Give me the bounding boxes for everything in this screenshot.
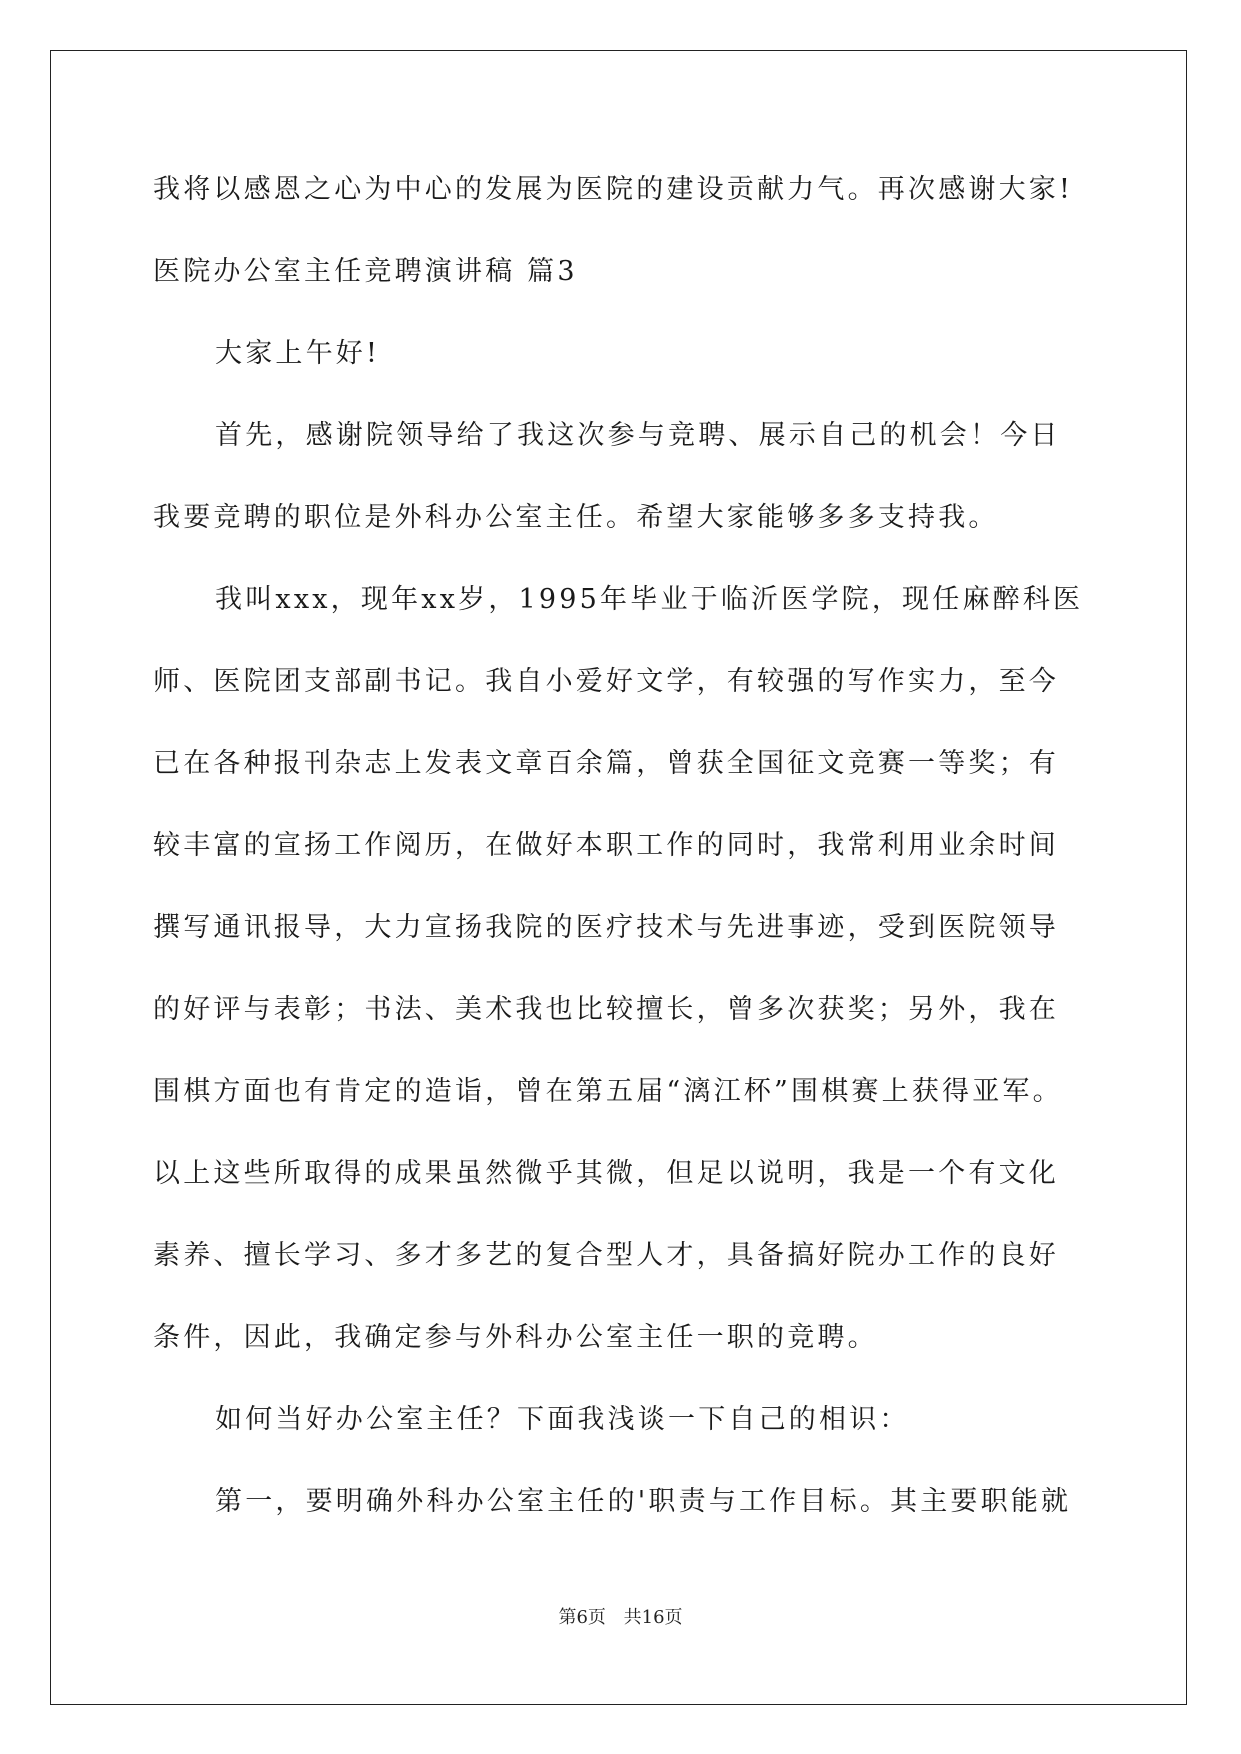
paragraph-line: 首先，感谢院领导给了我这次参与竞聘、展示自己的机会！今日 (215, 420, 1061, 451)
page-footer (0, 1606, 1241, 1630)
paragraph-line: 的好评与表彰；书法、美术我也比较擅长，曾多次获奖；另外，我在 (153, 994, 1059, 1025)
paragraph-line: 撰写通讯报导，大力宣扬我院的医疗技术与先进事迹，受到医院领导 (153, 912, 1059, 943)
paragraph-line: 较丰富的宣扬工作阅历，在做好本职工作的同时，我常利用业余时间 (153, 830, 1059, 861)
paragraph-line: 已在各种报刊杂志上发表文章百余篇，曾获全国征文竞赛一等奖；有 (153, 748, 1059, 779)
paragraph-line: 素养、擅长学习、多才多艺的复合型人才，具备搞好院办工作的良好 (153, 1240, 1059, 1271)
paragraph-line: 我要竞聘的职位是外科办公室主任。希望大家能够多多支持我。 (153, 502, 999, 533)
section-title: 医院办公室主任竞聘演讲稿 篇3 (153, 256, 578, 287)
page-border (50, 50, 1187, 1705)
page-number: 第6页 (558, 1607, 606, 1628)
paragraph-line: 如何当好办公室主任？下面我浅谈一下自己的相识： (215, 1404, 910, 1435)
paragraph-line: 师、医院团支部副书记。我自小爱好文学，有较强的写作实力，至今 (153, 666, 1059, 697)
paragraph-line: 以上这些所取得的成果虽然微乎其微，但足以说明，我是一个有文化 (153, 1158, 1059, 1189)
greeting-line: 大家上午好! (215, 338, 381, 369)
paragraph-line: 条件，因此，我确定参与外科办公室主任一职的竞聘。 (153, 1322, 878, 1353)
paragraph-line: 第一，要明确外科办公室主任的'职责与工作目标。其主要职能就 (215, 1486, 1072, 1517)
page-total: 共16页 (623, 1607, 683, 1628)
paragraph-line: 我叫xxx，现年xx岁，1995年毕业于临沂医学院，现任麻醉科医 (215, 584, 1084, 615)
closing-line: 我将以感恩之心为中心的发展为医院的建设贡献力气。再次感谢大家! (153, 174, 1074, 205)
paragraph-line: 围棋方面也有肯定的造诣，曾在第五届“漓江杯”围棋赛上获得亚军。 (153, 1076, 1063, 1107)
